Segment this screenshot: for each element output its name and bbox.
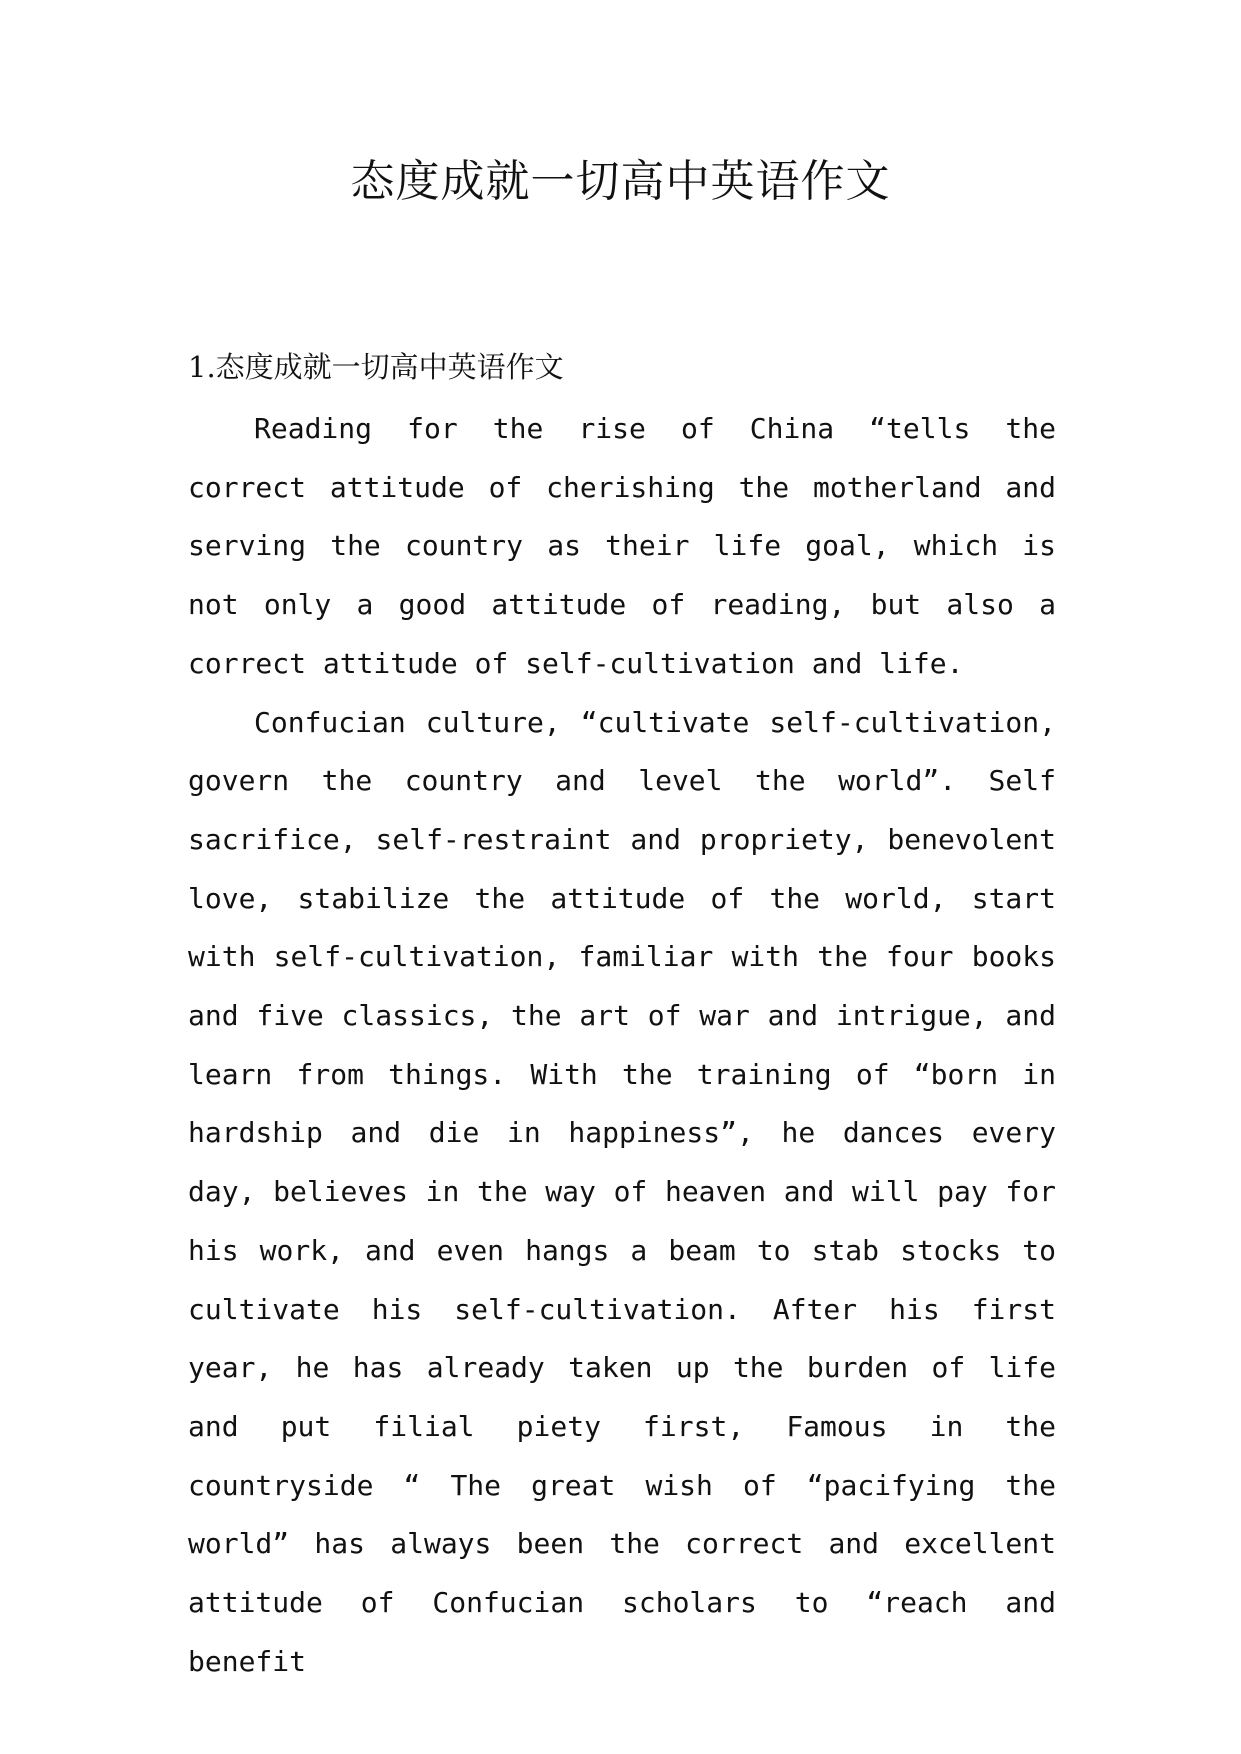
- section-heading: 1.态度成就一切高中英语作文: [188, 350, 564, 384]
- document-title: 态度成就一切高中英语作文: [350, 156, 891, 207]
- paragraph: Confucian culture, “cultivate self-cultivation, govern the country and level the world”. Self sacrifice, self-restraint and propriety, benevolent love, stabilize the attitude of the world, start with self-cultivation, familiar with the four books and five classics, the art of war and intrigue, and learn from things. With the training of “born in hardship and die in happiness”, he dances every day, believes in the way of heaven and will pay for his work, and even hangs a beam to stab stocks to cultivate his self-cultivation. After his first year, he has already taken up the burden of life and put filial piety first, Famous in the countryside “ The great wish of “pacifying the world” has always been the correct and excellent attitude of Confucian scholars to “reach and benefit: [188, 705, 1056, 1678]
- document-body: [188, 400, 1056, 1691]
- paragraph: Reading for the rise of China “tells the correct attitude of cherishing the motherland and serving the country as their life goal, which is not only a good attitude of reading, but also a correct attitude of self-cultivation and life.: [188, 412, 1056, 680]
